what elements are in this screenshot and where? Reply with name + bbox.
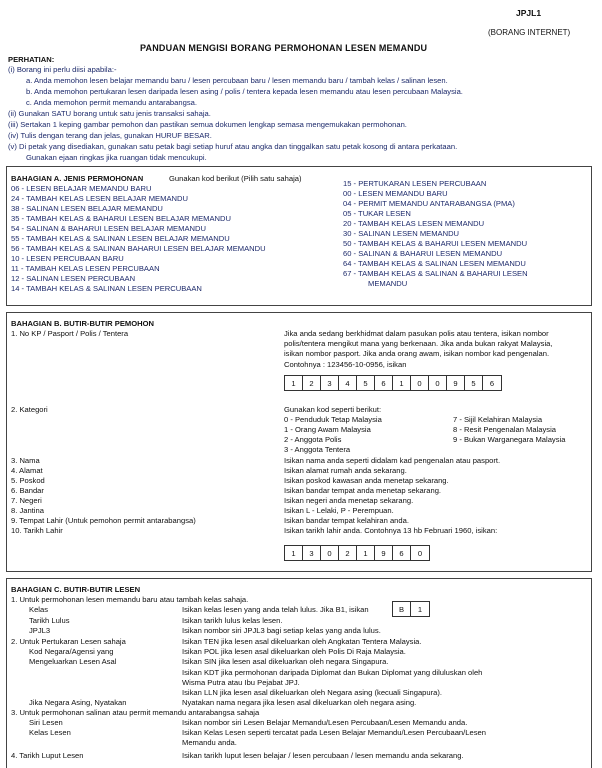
kategori-item: 0 - Penduduk Tetap Malaysia <box>284 415 382 424</box>
dob-example-boxes <box>284 545 430 561</box>
form-code: JPJL1 <box>516 8 542 18</box>
field-label: 2. Kategori <box>11 405 48 414</box>
field-label: 3. Nama <box>11 456 40 465</box>
section-b-box <box>6 312 592 572</box>
dob-digit: 3 <box>303 546 321 560</box>
field-label: Kelas Lesen <box>29 728 71 737</box>
perhatian-line: (ii) Gunakan SATU borang untuk satu jenis transaksi sahaja. <box>8 109 211 118</box>
code-item: 67 - TAMBAH KELAS & SALINAN & BAHARUI LESEN <box>343 269 528 278</box>
field-desc: Memandu anda. <box>182 738 237 747</box>
ic-digit: 0 <box>429 376 447 390</box>
field-desc: Isikan bandar tempat anda menetap sekarang. <box>284 486 442 495</box>
section-c-heading: BAHAGIAN C. BUTIR-BUTIR LESEN <box>11 585 141 594</box>
ic-digit: 3 <box>321 376 339 390</box>
field-desc: Isikan SIN jika lesen asal dikeluarkan oleh negara Singapura. <box>182 657 389 666</box>
field-desc: Isikan nombor siri JPJL3 bagi setiap kelas yang anda lulus. <box>182 626 381 635</box>
subsection-title: 3. Untuk permohonan salinan atau permit memandu antarabangsa sahaja <box>11 708 260 717</box>
field-desc: Jika anda sedang berkhidmat dalam pasukan polis atau tentera, isikan nombor <box>284 329 549 338</box>
ic-digit: 4 <box>339 376 357 390</box>
field-desc: polis/tentera mengikut mana yang berkenaan. Jika anda bukan rakyat Malaysia, <box>284 339 553 348</box>
code-item: 60 - SALINAN & BAHARUI LESEN MEMANDU <box>343 249 503 258</box>
field-desc: Isikan poskod kawasan anda menetap sekarang. <box>284 476 449 485</box>
perhatian-line: b. Anda memohon pertukaran lesen daripada lesen asing / polis / tentera kepada lesen memandu atau lesen percubaan Malaysia. <box>26 87 463 96</box>
field-desc: Isikan kelas lesen yang anda telah lulus. Jika B1, isikan <box>182 605 369 614</box>
code-item: 30 - SALINAN LESEN MEMANDU <box>343 229 460 238</box>
ic-digit: 1 <box>285 376 303 390</box>
dob-digit: 9 <box>375 546 393 560</box>
field-desc: Isikan tarikh lulus kelas lesen. <box>182 616 283 625</box>
code-item: 20 - TAMBAH KELAS LESEN MEMANDU <box>343 219 485 228</box>
field-label: JPJL3 <box>29 626 51 635</box>
field-desc: Isikan nombor siri Lesen Belajar Memandu/Lesen Percubaan/Lesen Memandu anda. <box>182 718 468 727</box>
code-item: 06 - LESEN BELAJAR MEMANDU BARU <box>11 184 152 193</box>
ic-digit: 5 <box>357 376 375 390</box>
section-a-box <box>6 166 592 306</box>
kategori-item: 2 - Anggota Polis <box>284 435 342 444</box>
code-item: 54 - SALINAN & BAHARUI LESEN BELAJAR MEMANDU <box>11 224 206 233</box>
field-label: 9. Tempat Lahir (Untuk pemohon permit antarabangsa) <box>11 516 196 525</box>
kategori-item: 9 - Bukan Warganegara Malaysia <box>453 435 566 444</box>
dob-digit: 0 <box>417 548 423 558</box>
code-item: 55 - TAMBAH KELAS & SALINAN LESEN BELAJAR MEMANDU <box>11 234 230 243</box>
field-desc: Wisma Putra atau Ibu Pejabat JPJ. <box>182 678 300 687</box>
kelas-example-boxes <box>392 601 430 617</box>
dob-digit: 1 <box>285 546 303 560</box>
code-item: 12 - SALINAN LESEN PERCUBAAN <box>11 274 136 283</box>
subsection-title: 1. Untuk permohonan lesen memandu baru atau tambah kelas sahaja. <box>11 595 249 604</box>
code-item: 56 - TAMBAH KELAS & SALINAN BAHARUI LESEN BELAJAR MEMANDU <box>11 244 266 253</box>
field-label: Kod Negara/Agensi yang <box>29 647 114 656</box>
code-item: 15 - PERTUKARAN LESEN PERCUBAAN <box>343 179 487 188</box>
dob-digit: 6 <box>393 546 411 560</box>
perhatian-line: (i) Borang ini perlu diisi apabila:- <box>8 65 117 74</box>
section-c-box <box>6 578 592 768</box>
kategori-item: 1 - Orang Awam Malaysia <box>284 425 371 434</box>
field-desc: Isikan POL jika lesen asal dikeluarkan oleh Polis Di Raja Malaysia. <box>182 647 406 656</box>
perhatian-line: (v) Di petak yang disediakan, gunakan satu petak bagi setiap huruf atau angka dan tinggalkan satu petak kosong di antara perkataan. <box>8 142 458 151</box>
field-desc: Gunakan kod seperti berikut: <box>284 405 382 414</box>
field-label: 10. Tarikh Lahir <box>11 526 63 535</box>
field-label: Kelas <box>29 605 48 614</box>
form-variant: (BORANG INTERNET) <box>488 28 571 37</box>
dob-digit: 1 <box>357 546 375 560</box>
field-label: 6. Bandar <box>11 486 44 495</box>
field-desc: Isikan KDT jika permohonan daripada Diplomat dan Bukan Diplomat yang diluluskan oleh <box>182 668 483 677</box>
field-desc: Isikan tarikh luput lesen belajar / lesen percubaan / lesen memandu anda sekarang. <box>182 751 464 760</box>
guide-page <box>6 0 594 768</box>
code-item: 11 - TAMBAH KELAS LESEN PERCUBAAN <box>11 264 160 273</box>
ic-example-boxes <box>284 375 502 391</box>
ic-digit: 6 <box>375 376 393 390</box>
code-item: 24 - TAMBAH KELAS LESEN BELAJAR MEMANDU <box>11 194 188 203</box>
field-desc: Isikan L - Lelaki, P - Perempuan. <box>284 506 394 515</box>
dob-digit: 2 <box>339 546 357 560</box>
section-a-heading: BAHAGIAN A. JENIS PERMOHONAN <box>11 174 144 183</box>
code-item: MEMANDU <box>368 279 408 288</box>
perhatian-line: Gunakan ejaan ringkas jika ruangan tidak mencukupi. <box>26 153 207 162</box>
field-desc: Contohnya : 123456-10-0956, isikan <box>284 360 407 369</box>
kelas-char: 1 <box>417 604 423 614</box>
field-desc: Isikan bandar tempat kelahiran anda. <box>284 516 409 525</box>
code-item: 14 - TAMBAH KELAS & SALINAN LESEN PERCUBAAN <box>11 284 202 293</box>
dob-digit: 0 <box>321 546 339 560</box>
code-item: 38 - SALINAN LESEN BELAJAR MEMANDU <box>11 204 163 213</box>
field-desc: Isikan alamat rumah anda sekarang. <box>284 466 407 475</box>
code-item: 00 - LESEN MEMANDU BARU <box>343 189 448 198</box>
section-b-heading: BAHAGIAN B. BUTIR-BUTIR PEMOHON <box>11 319 155 328</box>
field-label: Mengeluarkan Lesen Asal <box>29 657 117 666</box>
field-label: 8. Jantina <box>11 506 44 515</box>
perhatian-line: (iii) Sertakan 1 keping gambar pemohon dan pastikan semua dokumen lengkap semasa mengemukakan permohonan. <box>8 120 407 129</box>
perhatian-line: (iv) Tulis dengan terang dan jelas, gunakan HURUF BESAR. <box>8 131 212 140</box>
perhatian-line: c. Anda memohon permit memandu antarabangsa. <box>26 98 197 107</box>
code-item: 10 - LESEN PERCUBAAN BARU <box>11 254 124 263</box>
kategori-item: 3 - Anggota Tentera <box>284 445 351 454</box>
field-desc: Nyatakan nama negara jika lesen asal dikeluarkan oleh negara asing. <box>182 698 417 707</box>
field-label: Siri Lesen <box>29 718 63 727</box>
ic-digit: 1 <box>393 376 411 390</box>
field-label: 7. Negeri <box>11 496 42 505</box>
field-desc: Isikan LLN jika lesen asal dikeluarkan oleh Negara asing (kecuali Singapura). <box>182 688 443 697</box>
field-desc: Isikan TEN jika lesen asal dikeluarkan oleh Angkatan Tentera Malaysia. <box>182 637 422 646</box>
field-desc: Isikan tarikh lahir anda. Contohnya 13 hb Februari 1960, isikan: <box>284 526 498 535</box>
code-item: 64 - TAMBAH KELAS & SALINAN LESEN MEMANDU <box>343 259 526 268</box>
kategori-item: 7 - Sijil Kelahiran Malaysia <box>453 415 543 424</box>
field-label: 4. Tarikh Luput Lesen <box>11 751 84 760</box>
ic-digit: 0 <box>411 376 429 390</box>
field-desc: Isikan Kelas Lesen seperti tercatat pada Lesen Belajar Memandu/Lesen Percubaan/Lesen <box>182 728 486 737</box>
kategori-item: 8 - Resit Pengenalan Malaysia <box>453 425 556 434</box>
code-item: 04 - PERMIT MEMANDU ANTARABANGSA (PMA) <box>343 199 515 208</box>
ic-digit: 2 <box>303 376 321 390</box>
field-desc: Isikan nama anda seperti didalam kad pengenalan atau pasport. <box>284 456 501 465</box>
field-label: 4. Alamat <box>11 466 43 475</box>
perhatian-heading: PERHATIAN: <box>8 55 55 64</box>
perhatian-line: a. Anda memohon lesen belajar memandu baru / lesen percubaan baru / lesen memandu baru / tambah kelas / salinan lesen. <box>26 76 448 85</box>
field-desc: Isikan negeri anda menetap sekarang. <box>284 496 414 505</box>
ic-digit: 9 <box>447 376 465 390</box>
code-item: 50 - TAMBAH KELAS & BAHARUI LESEN MEMANDU <box>343 239 528 248</box>
code-item: 05 - TUKAR LESEN <box>343 209 411 218</box>
field-desc: isikan nombor pasport. Jika anda orang awam, isikan nombor kad pengenalan. <box>284 349 550 358</box>
ic-digit: 6 <box>489 378 495 388</box>
field-label: Tarikh Lulus <box>29 616 70 625</box>
kelas-char: B <box>393 602 411 616</box>
field-label: Jika Negara Asing, Nyatakan <box>29 698 127 707</box>
field-label: 5. Poskod <box>11 476 45 485</box>
ic-digit: 5 <box>465 376 483 390</box>
field-label: 1. No KP / Pasport / Polis / Tentera <box>11 329 129 338</box>
subsection-title: 2. Untuk Pertukaran Lesen sahaja <box>11 637 126 646</box>
code-item: 35 - TAMBAH KELAS & BAHARUI LESEN BELAJAR MEMANDU <box>11 214 231 223</box>
page-title: PANDUAN MENGISI BORANG PERMOHONAN LESEN MEMANDU <box>140 43 428 53</box>
section-a-note: Gunakan kod berikut (Pilih satu sahaja) <box>169 174 302 183</box>
